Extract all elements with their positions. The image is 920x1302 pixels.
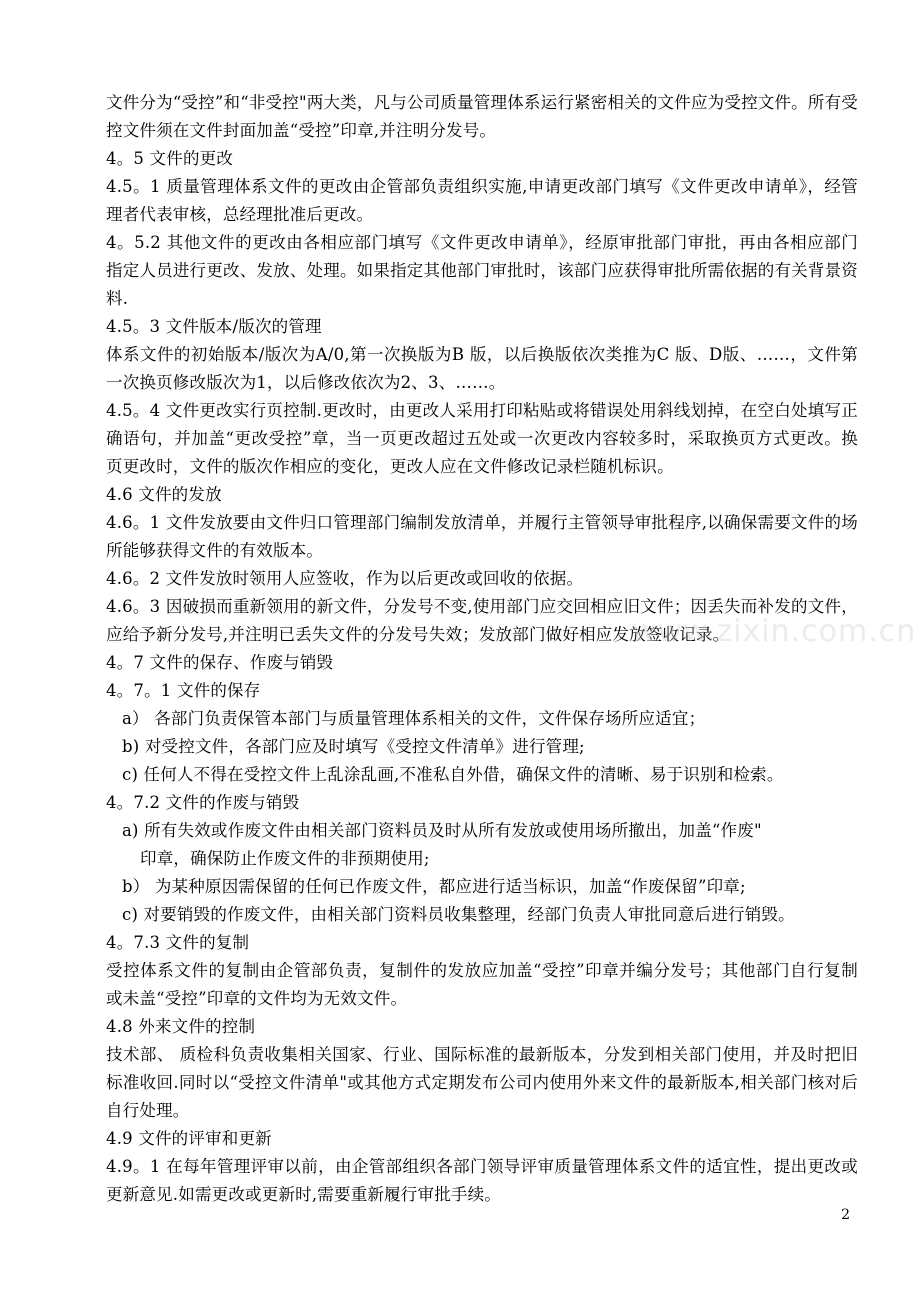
body-paragraph: 4.9。1 在每年管理评审以前，由企管部组织各部门领导评审质量管理体系文件的适宜性，提出更改或更新意见.如需更改或更新时,需要重新履行审批手续。 (106, 1157, 858, 1204)
document-body (106, 89, 858, 1209)
body-paragraph: 4。5.2 其他文件的更改由各相应部门填写《文件更改申请单》，经原审批部门审批，再由各相应部门指定人员进行更改、发放、处理。如果指定其他部门审批时，该部门应获得审批所需依据的有关背景资料. (106, 233, 858, 308)
section-heading: 4。7.2 文件的作废与销毁 (106, 793, 300, 812)
section-heading: 4。7 文件的保存、作废与销毁 (106, 653, 334, 672)
body-paragraph: 4.5。4 文件更改实行页控制.更改时，由更改人采用打印粘贴或将错误处用斜线划掉，在空白处填写正确语句，并加盖“更改受控”章，当一页更改超过五处或一次更改内容较多时，采取换页方式更改。换页更改时，文件的版次作相应的变化，更改人应在文件修改记录栏随机标识。 (106, 401, 858, 476)
body-paragraph: 4.5。1 质量管理体系文件的更改由企管部负责组织实施,申请更改部门填写《文件更改申请单》，经管理者代表审核，总经理批准后更改。 (106, 177, 858, 224)
list-item: b) 对受控文件，各部门应及时填写《受控文件清单》进行管理; (122, 737, 585, 756)
body-paragraph: 4.6。3 因破损而重新领用的新文件，分发号不变,使用部门应交回相应旧文件；因丢失而补发的文件，应给予新分发号,并注明已丢失文件的分发号失效；发放部门做好相应发放签收记录。 (106, 597, 858, 644)
body-paragraph: 文件分为“受控”和“非受控"两大类，凡与公司质量管理体系运行紧密相关的文件应为受控文件。所有受控文件须在文件封面加盖“受控”印章,并注明分发号。 (106, 93, 858, 140)
body-paragraph: 技术部、 质检科负责收集相关国家、行业、国际标准的最新版本，分发到相关部门使用，并及时把旧标准收回.同时以“受控文件清单"或其他方式定期发布公司内使用外来文件的最新版本,相关部门核对后自行处理。 (106, 1045, 858, 1120)
section-heading: 4.9 文件的评审和更新 (106, 1129, 272, 1148)
body-paragraph: 体系文件的初始版本/版次为A/0,第一次换版为B 版，以后换版依次类推为C 版、D版、……，文件第一次换页修改版次为1，以后修改依次为2、3、……。 (106, 345, 858, 392)
list-item: b） 为某种原因需保留的任何已作废文件，都应进行适当标识，加盖“作废保留”印章; (122, 877, 746, 896)
page-number: 2 (841, 1207, 850, 1223)
section-heading: 4。7。1 文件的保存 (106, 681, 261, 700)
watermark: www.zixin.com.cn (632, 614, 917, 649)
section-heading: 4.8 外来文件的控制 (106, 1017, 256, 1036)
body-paragraph: 4.6。2 文件发放时领用人应签收，作为以后更改或回收的依据。 (106, 569, 584, 588)
list-item: a) 所有失效或作废文件由相关部门资料员及时从所有发放或使用场所撤出，加盖“作废" (122, 821, 762, 840)
list-item: a） 各部门负责保管本部门与质量管理体系相关的文件，文件保存场所应适宜； (122, 709, 706, 728)
body-paragraph: 4.6。1 文件发放要由文件归口管理部门编制发放清单，并履行主管领导审批程序,以确保需要文件的场所能够获得文件的有效版本。 (106, 513, 858, 560)
list-item: c) 对要销毁的作废文件，由相关部门资料员收集整理，经部门负责人审批同意后进行销毁。 (122, 905, 795, 924)
section-heading: 4。7.3 文件的复制 (106, 933, 250, 952)
section-heading: 4.5。3 文件版本/版次的管理 (106, 317, 322, 336)
list-item-continuation: 印章，确保防止作废文件的非预期使用; (140, 849, 430, 868)
section-heading: 4。5 文件的更改 (106, 149, 234, 168)
body-paragraph: 受控体系文件的复制由企管部负责，复制件的发放应加盖“受控”印章并编分发号；其他部门自行复制或未盖“受控”印章的文件均为无效文件。 (106, 961, 858, 1008)
section-heading: 4.6 文件的发放 (106, 485, 222, 504)
list-item: c) 任何人不得在受控文件上乱涂乱画,不准私自外借，确保文件的清晰、易于识别和检索。 (122, 765, 784, 784)
